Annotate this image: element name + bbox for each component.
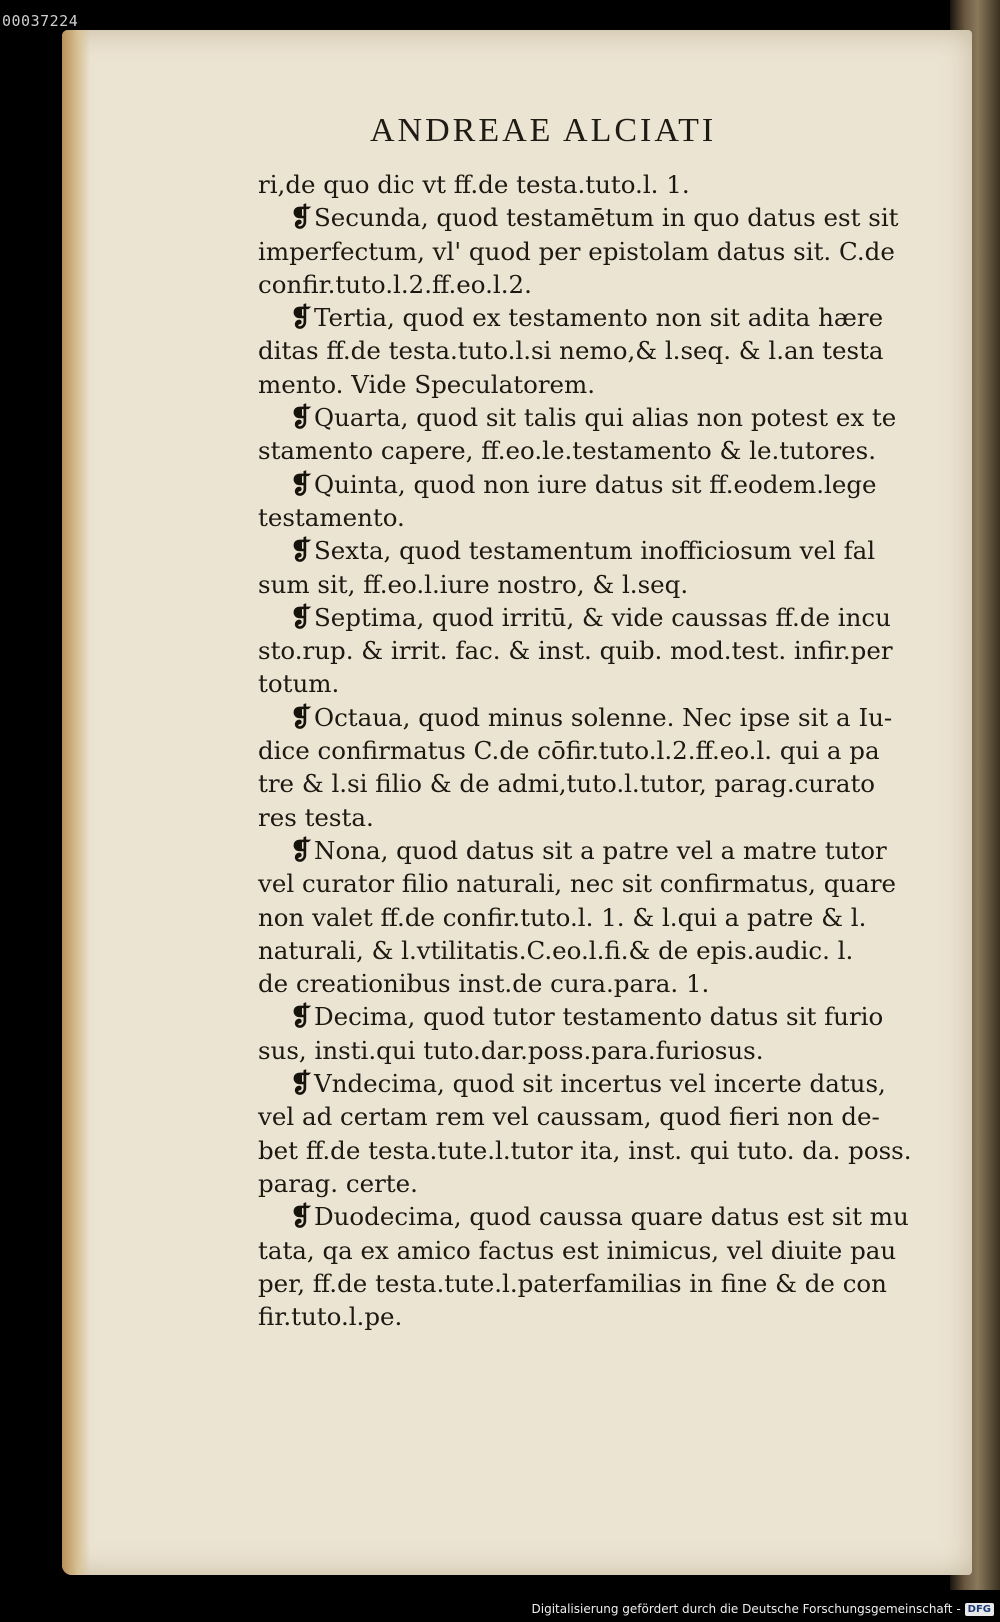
text-line <box>258 967 923 1000</box>
line-text: ri,de quo dic vt ff.de testa.tuto.l. 1. <box>258 170 690 199</box>
text-line <box>258 734 923 767</box>
paragraph-mark-icon: ❡ <box>290 702 312 733</box>
paragraph-mark-icon: ❡ <box>290 835 312 866</box>
line-text: sus, insti.qui tuto.dar.poss.para.furiosus. <box>258 1035 764 1065</box>
paragraph-mark-icon: ❡ <box>290 602 312 633</box>
line-text: parag. certe. <box>258 1168 418 1198</box>
scan-id-label: 00037224 <box>2 12 79 30</box>
paragraph-mark-icon: ❡ <box>290 1069 312 1100</box>
line-text: fir.tuto.l.pe. <box>258 1302 403 1332</box>
line-text: vel curator filio naturali, nec sit confirmatus, quare <box>258 869 897 899</box>
paragraph-mark-icon: ❡ <box>290 1202 312 1233</box>
text-line <box>258 1100 923 1133</box>
dfg-logo: DFG <box>965 1603 994 1616</box>
line-text: Sexta, quod testamentum inofficiosum vel fal <box>314 536 876 566</box>
line-text: sto.rup. & irrit. fac. & inst. quib. mod.test. infir.per <box>258 636 893 666</box>
line-text: Octaua, quod minus solenne. Nec ipse sit a Iu- <box>314 702 893 732</box>
paragraph-mark-icon: ❡ <box>290 536 312 567</box>
text-line <box>258 667 923 700</box>
line-text: mento. Vide Speculatorem. <box>258 369 596 399</box>
text-line <box>258 801 923 834</box>
paragraph-first-line <box>258 401 923 434</box>
line-text: totum. <box>258 669 340 699</box>
text-line <box>258 1300 923 1333</box>
text-line <box>258 1234 923 1267</box>
paragraph-first-line <box>258 1200 923 1233</box>
text-line <box>258 867 923 900</box>
line-text: Nona, quod datus sit a patre vel a matre tutor <box>314 835 887 865</box>
line-text: confir.tuto.l.2.ff.eo.l.2. <box>258 269 532 299</box>
paragraph-first-line <box>258 201 923 234</box>
text-block <box>258 168 923 1333</box>
line-text: Decima, quod tutor testamento datus sit furio <box>314 1002 884 1032</box>
paragraph-mark-icon: ❡ <box>290 303 312 334</box>
line-text: per, ff.de testa.tute.l.paterfamilias in fine & de con <box>258 1268 887 1298</box>
line-text: tre & l.si filio & de admi,tuto.l.tutor, parag.curato <box>258 769 876 799</box>
paragraph-mark-icon: ❡ <box>290 469 312 500</box>
text-line <box>258 235 923 268</box>
line-text: res testa. <box>258 802 374 832</box>
text-line <box>258 934 923 967</box>
line-text: de creationibus inst.de cura.para. 1. <box>258 969 710 999</box>
text-line <box>258 501 923 534</box>
line-text: Quinta, quod non iure datus sit ff.eodem.lege <box>314 469 877 499</box>
line-text: vel ad certam rem vel caussam, quod fieri non de- <box>258 1102 880 1132</box>
line-text: dice confirmatus C.de cōfir.tuto.l.2.ff.eo.l. qui a pa <box>258 736 880 766</box>
paragraph-first-line <box>258 601 923 634</box>
paragraph-first-line <box>258 1000 923 1033</box>
text-line <box>258 268 923 301</box>
line-text: non valet ff.de confir.tuto.l. 1. & l.qui a patre & l. <box>258 902 867 932</box>
line-text: sum sit, ff.eo.l.iure nostro, & l.seq. <box>258 569 689 599</box>
paragraph-first-line <box>258 301 923 334</box>
line-text: imperfectum, vl' quod per epistolam datus sit. C.de <box>258 236 895 266</box>
text-line <box>258 767 923 800</box>
text-line <box>258 334 923 367</box>
text-line <box>258 1167 923 1200</box>
line-text: testamento. <box>258 502 405 532</box>
line-text: Septima, quod irritū, & vide caussas ff.de incu <box>314 602 891 632</box>
text-line <box>258 368 923 401</box>
footer-credit <box>532 1602 995 1616</box>
line-text: tata, qa ex amico factus est inimicus, vel diuite pau <box>258 1235 897 1265</box>
paragraph-first-line <box>258 701 923 734</box>
text-line <box>258 568 923 601</box>
text-line <box>258 1267 923 1300</box>
line-text: naturali, & l.vtilitatis.C.eo.l.fi.& de epis.audic. l. <box>258 935 854 965</box>
line-text: Tertia, quod ex testamento non sit adita hære <box>314 303 884 333</box>
paragraph-first-line <box>258 468 923 501</box>
line-text: ditas ff.de testa.tuto.l.si nemo,& l.seq. & l.an testa <box>258 336 884 366</box>
line-text: stamento capere, ff.eo.le.testamento & le.tutores. <box>258 436 877 466</box>
paragraph-first-line <box>258 1067 923 1100</box>
paragraph-first-line <box>258 534 923 567</box>
text-line <box>258 901 923 934</box>
footer-credit-text: Digitalisierung gefördert durch die Deutsche Forschungsgemeinschaft - <box>531 1602 961 1616</box>
text-line <box>258 434 923 467</box>
line-text: Quarta, quod sit talis qui alias non potest ex te <box>314 403 897 433</box>
paragraph-first-line <box>258 834 923 867</box>
text-line <box>258 168 923 201</box>
paragraph-mark-icon: ❡ <box>290 403 312 434</box>
running-head: ANDREAE ALCIATI <box>370 112 717 149</box>
line-text: bet ff.de testa.tute.l.tutor ita, inst. qui tuto. da. poss. <box>258 1135 912 1165</box>
text-line <box>258 1034 923 1067</box>
line-text: Vndecima, quod sit incertus vel incerte datus, <box>314 1069 886 1099</box>
line-text: Secunda, quod testamētum in quo datus est sit <box>314 203 899 233</box>
text-line <box>258 634 923 667</box>
paragraph-mark-icon: ❡ <box>290 1002 312 1033</box>
line-text: Duodecima, quod caussa quare datus est sit mu <box>314 1202 909 1232</box>
text-line <box>258 1134 923 1167</box>
page-gutter <box>62 30 90 1575</box>
paragraph-mark-icon: ❡ <box>290 203 312 234</box>
